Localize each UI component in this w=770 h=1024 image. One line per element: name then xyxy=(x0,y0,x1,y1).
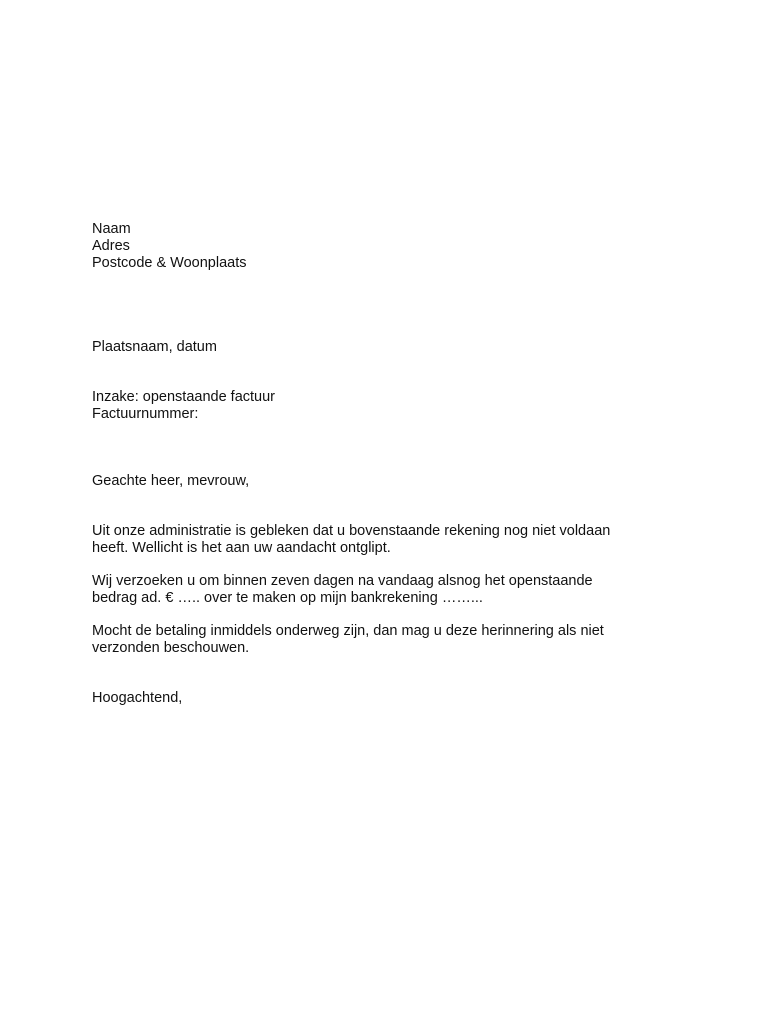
paragraph-line: heeft. Wellicht is het aan uw aandacht ontglipt. xyxy=(92,540,391,556)
paragraph-line: Mocht de betaling inmiddels onderweg zijn, dan mag u deze herinnering als niet xyxy=(92,623,604,639)
place-date: Plaatsnaam, datum xyxy=(92,339,217,355)
paragraph-line: Uit onze administratie is gebleken dat u bovenstaande rekening nog niet voldaan xyxy=(92,523,611,539)
sender-address: Adres xyxy=(92,238,130,254)
closing: Hoogachtend, xyxy=(92,690,183,706)
subject-line: Inzake: openstaande factuur xyxy=(92,389,275,405)
invoice-number-label: Factuurnummer: xyxy=(92,406,199,422)
salutation: Geachte heer, mevrouw, xyxy=(92,473,250,489)
paragraph-line: Wij verzoeken u om binnen zeven dagen na vandaag alsnog het openstaande xyxy=(92,573,593,589)
sender-name: Naam xyxy=(92,221,131,237)
paragraph-line: verzonden beschouwen. xyxy=(92,640,250,656)
paragraph-line: bedrag ad. € ….. over te maken op mijn bankrekening ……... xyxy=(92,590,483,606)
sender-postal-city: Postcode & Woonplaats xyxy=(92,255,247,271)
